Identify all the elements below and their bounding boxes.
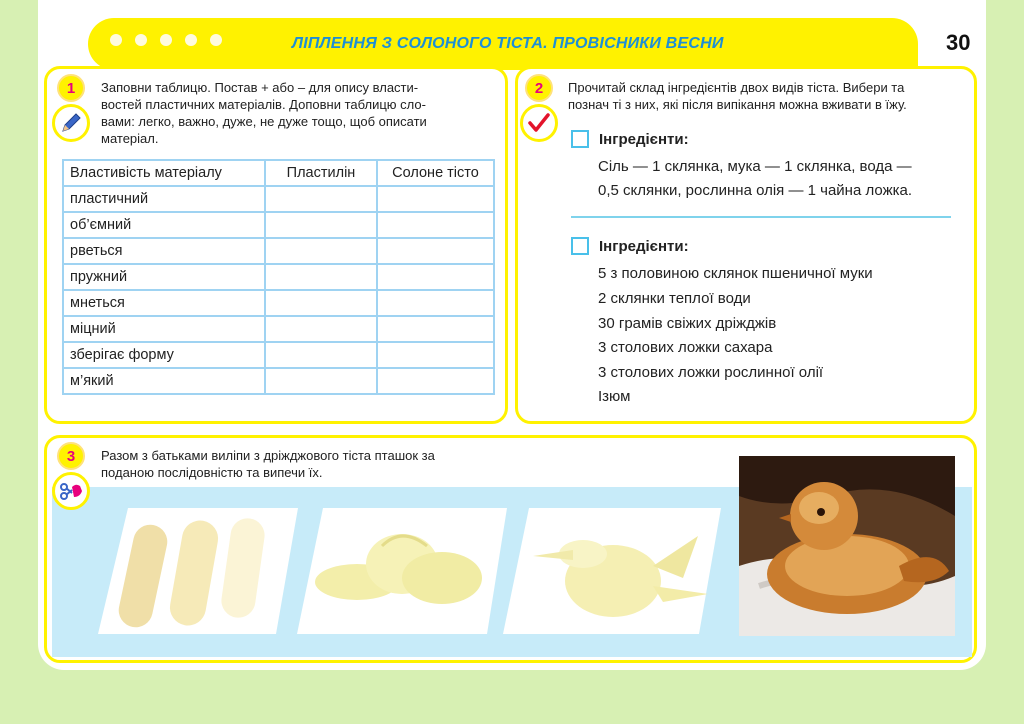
page-title: ЛІПЛЕННЯ З СОЛОНОГО ТІСТА. ПРОВІСНИКИ ВЕСНИ <box>292 35 724 52</box>
table-cell-input[interactable] <box>377 368 494 394</box>
table-row: мнеться <box>63 290 494 316</box>
checkmark-icon <box>520 104 558 142</box>
recipe2-line: 30 грамів свіжих дріжджів <box>598 315 777 332</box>
recipe2-checkbox[interactable] <box>571 237 589 255</box>
task2-instruction: Прочитай склад інгредієнтів двох видів тіста. Вибери та познач ті з них, які після випікання можна вживати в їжу. <box>568 80 907 112</box>
table-cell-input[interactable] <box>377 238 494 264</box>
recipe1-title: Інгредієнти: <box>599 131 689 148</box>
table-cell-input[interactable] <box>265 264 377 290</box>
table-cell-input[interactable] <box>265 342 377 368</box>
step2-dough-knot-image <box>297 506 507 636</box>
task3-number-badge: 3 <box>57 442 85 470</box>
task1-number-badge: 1 <box>57 74 85 102</box>
table-cell-input[interactable] <box>377 264 494 290</box>
table-row: пластичний <box>63 186 494 212</box>
table-cell-input[interactable] <box>265 212 377 238</box>
table-header: Пластилін <box>265 160 377 186</box>
table-cell-input[interactable] <box>377 342 494 368</box>
divider <box>571 216 951 218</box>
table-row: об’ємний <box>63 212 494 238</box>
recipe1-line: 0,5 склянки, рослинна олія — 1 чайна ложка. <box>598 182 913 199</box>
table-row: міцний <box>63 316 494 342</box>
table-header: Солоне тісто <box>377 160 494 186</box>
properties-table <box>62 159 495 395</box>
table-row: м’який <box>63 368 494 394</box>
table-row: зберігає форму <box>63 342 494 368</box>
table-cell-input[interactable] <box>377 212 494 238</box>
recipe2-line: 3 столових ложки сахара <box>598 339 773 356</box>
table-header: Властивість матеріалу <box>63 160 265 186</box>
table-cell-input[interactable] <box>377 290 494 316</box>
recipe1-checkbox[interactable] <box>571 130 589 148</box>
recipe2-title: Інгредієнти: <box>599 238 689 255</box>
task2-number-badge: 2 <box>525 74 553 102</box>
scissors-hand-icon <box>52 472 90 510</box>
table-cell-input[interactable] <box>265 316 377 342</box>
pencil-icon <box>52 104 90 142</box>
table-cell-input[interactable] <box>377 186 494 212</box>
table-cell-input[interactable] <box>265 368 377 394</box>
baked-bird-photo <box>739 456 955 636</box>
task1-instruction: Заповни таблицю. Постав + або – для опису власти- востей пластичних матеріалів. Доповни таблицю сло- вами: легко, важно, дуже, не дуже тощо, щоб описати матеріал. <box>101 80 427 146</box>
task3-instruction: Разом з батьками виліпи з дріжджового тіста пташок за поданою послідовністю та випечи їх. <box>101 448 435 480</box>
recipe2-line: 2 склянки теплої води <box>598 290 751 307</box>
recipe1-line: Сіль — 1 склянка, мука — 1 склянка, вода — <box>598 158 912 175</box>
table-cell-input[interactable] <box>265 238 377 264</box>
step1-dough-rolls-image <box>98 506 298 636</box>
table-row: пружний <box>63 264 494 290</box>
step3-dough-bird-image <box>503 506 721 636</box>
recipe2-line: 3 столових ложки рослинної олії <box>598 364 824 381</box>
table-cell-input[interactable] <box>265 290 377 316</box>
recipe2-line: Ізюм <box>598 388 631 405</box>
header-dots <box>110 34 222 46</box>
table-cell-input[interactable] <box>265 186 377 212</box>
table-cell-input[interactable] <box>377 316 494 342</box>
recipe2-line: 5 з половиною склянок пшеничної муки <box>598 265 873 282</box>
page-number: 30 <box>946 30 971 55</box>
table-row: рветься <box>63 238 494 264</box>
